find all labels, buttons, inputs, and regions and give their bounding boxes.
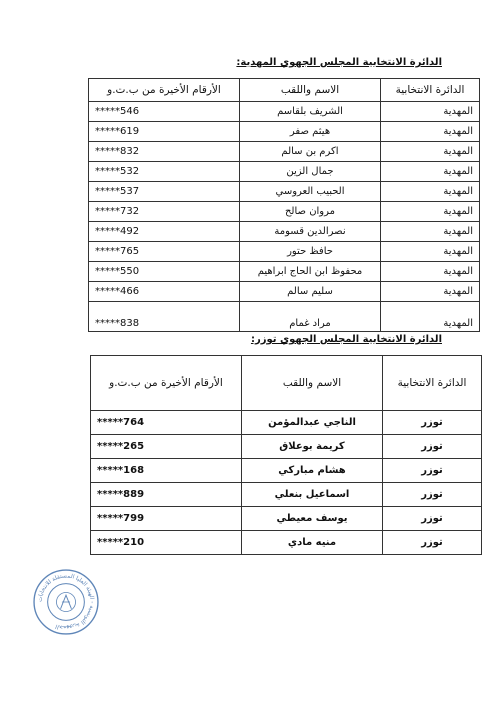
id-digits-cell: *****492 bbox=[89, 222, 240, 242]
name-cell: محفوظ ابن الحاج ابراهيم bbox=[240, 262, 381, 282]
table-row bbox=[89, 142, 480, 162]
column-header-name: الاسم واللقب bbox=[242, 356, 383, 411]
name-cell: منيه مادي bbox=[242, 531, 383, 555]
district-cell: المهدية bbox=[381, 222, 480, 242]
name-cell: نصرالدين قسومة bbox=[240, 222, 381, 242]
district-cell: توزر bbox=[383, 531, 482, 555]
district-cell: توزر bbox=[383, 459, 482, 483]
district-cell: المهدية bbox=[381, 182, 480, 202]
district-cell: المهدية bbox=[381, 242, 480, 262]
section-heading-mahdia: الدائرة الانتخابية المجلس الجهوي المهدية: bbox=[236, 57, 442, 68]
table-row bbox=[91, 459, 482, 483]
name-cell: هشام مباركي bbox=[242, 459, 383, 483]
id-digits-cell: *****832 bbox=[89, 142, 240, 162]
id-digits-cell: *****466 bbox=[89, 282, 240, 302]
name-cell: هيثم صفر bbox=[240, 122, 381, 142]
district-cell: توزر bbox=[383, 483, 482, 507]
column-header-district: الدائرة الانتخابية bbox=[383, 356, 482, 411]
id-digits-cell: *****168 bbox=[91, 459, 242, 483]
district-cell: المهدية bbox=[381, 202, 480, 222]
column-header-id-digits: الأرقام الأخيرة من ب.ت.و bbox=[91, 356, 242, 411]
name-cell: جمال الزين bbox=[240, 162, 381, 182]
table-row bbox=[89, 302, 480, 332]
table-row bbox=[89, 202, 480, 222]
name-cell: حافظ حتور bbox=[240, 242, 381, 262]
name-cell: الناجي عبدالمؤمن bbox=[242, 411, 383, 435]
table-header-row bbox=[89, 79, 480, 102]
table-row bbox=[89, 102, 480, 122]
id-digits-cell: *****546 bbox=[89, 102, 240, 122]
id-digits-cell: *****732 bbox=[89, 202, 240, 222]
name-cell: اسماعيل بنعلي bbox=[242, 483, 383, 507]
table-header-row bbox=[91, 356, 482, 411]
district-cell: المهدية bbox=[381, 142, 480, 162]
name-cell: مروان صالح bbox=[240, 202, 381, 222]
id-digits-cell: *****265 bbox=[91, 435, 242, 459]
table-row bbox=[89, 282, 480, 302]
district-cell: المهدية bbox=[381, 302, 480, 332]
district-cell: المهدية bbox=[381, 282, 480, 302]
table-row bbox=[89, 162, 480, 182]
id-digits-cell: *****550 bbox=[89, 262, 240, 282]
table-row bbox=[91, 507, 482, 531]
district-cell: المهدية bbox=[381, 262, 480, 282]
district-cell: المهدية bbox=[381, 122, 480, 142]
id-digits-cell: *****799 bbox=[91, 507, 242, 531]
district-cell: توزر bbox=[383, 435, 482, 459]
name-cell: اكرم بن سالم bbox=[240, 142, 381, 162]
table-row bbox=[91, 411, 482, 435]
name-cell: الشريف بلقاسم bbox=[240, 102, 381, 122]
name-cell: مراد غمام bbox=[240, 302, 381, 332]
id-digits-cell: *****537 bbox=[89, 182, 240, 202]
table-row bbox=[89, 182, 480, 202]
id-digits-cell: *****764 bbox=[91, 411, 242, 435]
district-cell: توزر bbox=[383, 411, 482, 435]
district-cell: توزر bbox=[383, 507, 482, 531]
column-header-district: الدائرة الانتخابية bbox=[381, 79, 480, 102]
id-digits-cell: *****532 bbox=[89, 162, 240, 182]
table-row bbox=[91, 435, 482, 459]
id-digits-cell: *****765 bbox=[89, 242, 240, 262]
mahdia-candidates-table bbox=[88, 78, 480, 332]
tozeur-candidates-table bbox=[90, 355, 482, 555]
official-seal-stamp bbox=[32, 568, 100, 636]
id-digits-cell: *****838 bbox=[89, 302, 240, 332]
name-cell: سليم سالم bbox=[240, 282, 381, 302]
name-cell: الحبيب العروسي bbox=[240, 182, 381, 202]
id-digits-cell: *****619 bbox=[89, 122, 240, 142]
svg-text:الجمهورية التونسية - الهيئة ال: الجمهورية التونسية - الهيئة العليا المستقلة للانتخابات bbox=[37, 573, 95, 631]
table-row bbox=[89, 222, 480, 242]
table-row bbox=[89, 242, 480, 262]
name-cell: يوسف معيطي bbox=[242, 507, 383, 531]
column-header-id-digits: الأرقام الأخيرة من ب.ت.و bbox=[89, 79, 240, 102]
table-row bbox=[91, 531, 482, 555]
id-digits-cell: *****889 bbox=[91, 483, 242, 507]
column-header-name: الاسم واللقب bbox=[240, 79, 381, 102]
section-heading-tozeur: الدائرة الانتخابية المجلس الجهوي توزر: bbox=[250, 334, 442, 345]
table-row bbox=[89, 262, 480, 282]
table-row bbox=[91, 483, 482, 507]
district-cell: المهدية bbox=[381, 102, 480, 122]
id-digits-cell: *****210 bbox=[91, 531, 242, 555]
table-row bbox=[89, 122, 480, 142]
district-cell: المهدية bbox=[381, 162, 480, 182]
name-cell: كريمة بوعلاق bbox=[242, 435, 383, 459]
